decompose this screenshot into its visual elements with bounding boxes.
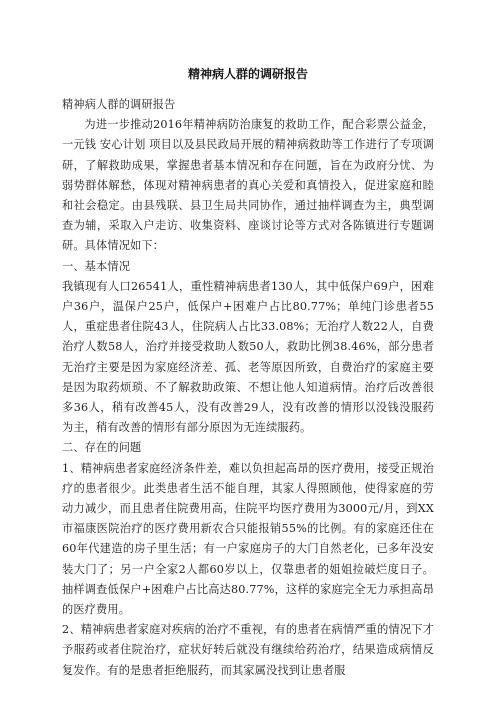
paragraph: 精神病人群的调研报告 [62,98,176,111]
paragraph: 一、基本情况 [62,259,131,273]
paragraph: 二、存在的问题 [62,441,142,455]
paragraph: 我镇现有人口26541人，重性精神病患者130人，其中低保户69户，困难户36户，温保户25户，低保户+困难户占比80.77%；单纯门诊患者55人，重症患者住院43人，住院病人占比33.08%；无治疗人数22人，自费治疗人数58人，治疗并接受救助人数50人，救助比例38.46%，部分患者无治疗主要是因为家庭经济差、孤、老等原因所致，自费治疗的家庭主要是因为取药烦琐、不了解救助政策、不想让他人知道病情。治疗后改善很多36人，稍有改善45人，没有改善29人，没有改善的情形以没钱没服药为主，稍有改善的情形有部分原因为无连续服药。 [62,279,434,435]
paragraph: 1、精神病患者家庭经济条件差，难以负担起高昂的医疗费用，接受正规治疗的患者很少。此类患者生活不能自理，其家人得照顾他，使得家庭的劳动力减少，而且患者住院费用高，住院平均医疗费用为3000元/月，到XX市福康医院治疗的医疗费用新农合只能报销55%的比例。有的家庭还住在60年代建造的房子里生活；有一户家庭房子的大门自然老化，已多年没安装大门了；另一户全家2人都60岁以上，仅靠患者的姐姐捡破烂度日子。抽样调查低保户+困难户占比高达80.77%，这样的家庭完全无力承担高昂的医疗费用。 [62,461,434,617]
document-body [62,95,434,681]
paragraph: 2、精神病患者家庭对疾病的治疗不重视，有的患者在病情严重的情况下才予服药或者住院治疗，症状好转后就没有继续给药治疗，结果造成病情反复发作。有的是患者拒绝服药，而其家属没找到让患者服 [62,623,434,677]
paragraph: 为进一步推动2016年精神病防治康复的救助工作，配合彩票公益金，一元钱 安心计划 项目以及县民政局开展的精神病救助等工作进行了专项调研，了解救助成果，掌握患者基本情况和存在问题，旨在为政府分忧、为弱势群体解愁，体现对精神病患者的真心关爱和真情投入，促进家庭和睦和社会稳定。由县残联、县卫生局共同协作，通过抽样调查为主，典型调查为辅，采取入户走访、收集资料、座谈讨论等方式对各陈镇进行专题调研。具体情况如下： [62,118,434,253]
document-title: 精神病人群的调研报告 [187,67,308,81]
